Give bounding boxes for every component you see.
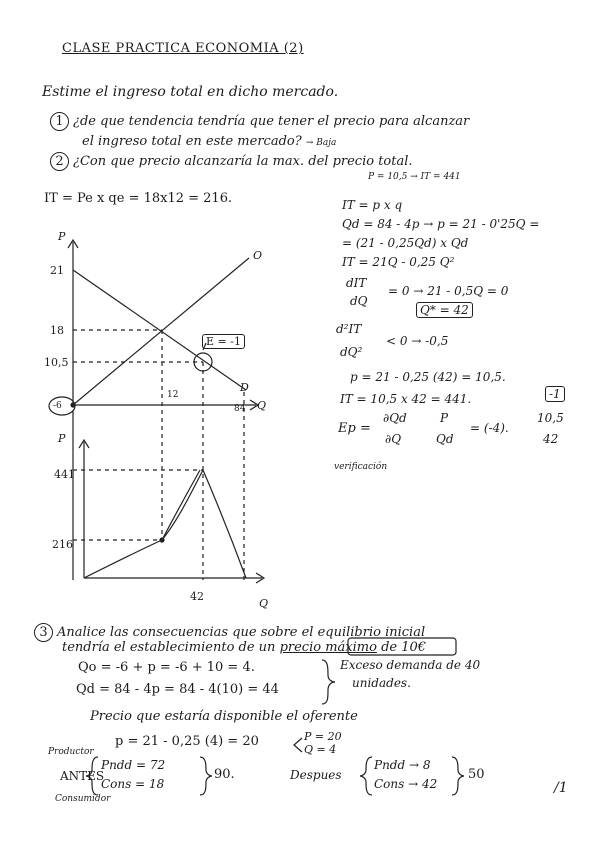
- qstar-box: Q* = 42: [416, 302, 473, 318]
- revenue-curve-overlay: [162, 470, 200, 540]
- origin-label: -6: [53, 401, 62, 411]
- deriv2-den: dQ²: [340, 345, 363, 359]
- it-formula: IT = Pe x qe = 18x12 = 216.: [44, 191, 233, 206]
- deriv1-den: dQ: [350, 294, 368, 308]
- y-label-18: 18: [50, 324, 64, 337]
- qo-equation: Qo = -6 + p = -6 + 10 = 4.: [78, 660, 255, 675]
- demand-label: D: [240, 381, 249, 394]
- ep-rest: = (-4).: [470, 421, 509, 435]
- intro-text: Estime el ingreso total en dicho mercado.: [42, 84, 339, 100]
- verification-note: verificación: [334, 462, 388, 472]
- bottom-q-axis-label: Q: [259, 597, 269, 610]
- page-title: CLASE PRACTICA ECONOMIA (2): [62, 41, 304, 56]
- excess-line-2: unidades.: [352, 676, 411, 690]
- calc-line-3: = (21 - 0,25Qd) x Qd: [342, 236, 469, 250]
- calc-line-1: IT = p x q: [342, 198, 403, 212]
- question-3-text-3: de 10€: [381, 640, 427, 655]
- total-before: 90.: [214, 767, 235, 782]
- ep-result-box: -1: [545, 386, 565, 402]
- qd-equation: Qd = 84 - 4p = 84 - 4(10) = 44: [76, 682, 279, 697]
- ep-num3: 10,5: [537, 411, 564, 425]
- question-2-number: 2: [50, 152, 69, 171]
- question-3-number: 3: [34, 623, 53, 642]
- deriv1-rest: = 0 → 21 - 0,5Q = 0: [388, 284, 509, 298]
- excess-line-1: Exceso demanda de 40: [340, 658, 481, 672]
- page-number: /1: [554, 780, 568, 796]
- precio-line: Precio que estaría disponible el oferente: [90, 709, 358, 724]
- brace-antes-right: [200, 757, 212, 795]
- despues-label: Despues: [290, 768, 342, 782]
- supply-label: O: [253, 249, 263, 262]
- bracket-pq: [294, 738, 302, 752]
- deriv2-num: d²IT: [336, 322, 362, 336]
- pndd-after: Pndd → 8: [374, 758, 431, 772]
- pndd-before: Pndd = 72: [101, 758, 166, 772]
- revenue-curve: [84, 470, 246, 578]
- deriv1-num: dIT: [346, 276, 367, 290]
- bottom-p-axis-label: P: [58, 432, 66, 445]
- question-3-text: Analice las consecuencias que sobre el equilibrio inicial: [57, 625, 426, 640]
- antes-label: ANTES: [60, 769, 105, 783]
- question-1-text: ¿de que tendencia tendría que tener el precio para alcanzar: [73, 114, 470, 129]
- productor-label: Productor: [48, 747, 94, 757]
- question-3-text-2: tendría el establecimiento de un: [62, 640, 276, 655]
- precio-equation: p = 21 - 0,25 (4) = 20: [115, 734, 259, 749]
- top-q-axis-label: Q: [257, 399, 267, 412]
- ep-num2: P: [440, 411, 449, 425]
- brace-despues: [360, 757, 372, 795]
- revenue-point: [160, 538, 164, 542]
- question-2-note: P = 10,5 → IT = 441: [368, 172, 461, 182]
- deriv2-rest: < 0 → -0,5: [386, 334, 449, 348]
- ep-den3: 42: [543, 432, 559, 446]
- ep-den1: ∂Q: [385, 432, 402, 446]
- precio-maximo-text: precio máximo: [279, 640, 377, 655]
- y-label-441: 441: [54, 468, 75, 481]
- y-label-21: 21: [50, 264, 64, 277]
- calc-line-5: p = 21 - 0,25 (42) = 10,5.: [350, 370, 506, 384]
- y-label-216: 216: [52, 538, 73, 551]
- y-label-10-5: 10,5: [44, 356, 69, 369]
- calc-line-4: IT = 21Q - 0,25 Q²: [342, 255, 455, 269]
- p-eq-20: P = 20: [304, 730, 342, 743]
- ep-lhs: Ep =: [338, 421, 371, 436]
- question-2-text: ¿Con que precio alcanzaría la max. del precio total.: [73, 154, 413, 169]
- q-eq-4: Q = 4: [304, 743, 337, 756]
- elasticity-box: E = -1: [202, 334, 245, 349]
- total-after: 50: [468, 767, 485, 782]
- consumidor-label: Consumidor: [55, 794, 111, 804]
- question-3-line2: [62, 640, 426, 655]
- brace-excess: [322, 660, 335, 704]
- cons-before: Cons = 18: [101, 777, 165, 791]
- top-p-axis-label: P: [58, 230, 66, 243]
- question-1-number: 1: [50, 112, 69, 131]
- calc-line-6: IT = 10,5 x 42 = 441.: [340, 392, 472, 406]
- x-label-12: 12: [167, 390, 179, 400]
- x-label-84: 84: [234, 404, 246, 414]
- cons-after: Cons → 42: [374, 777, 438, 791]
- ep-den2: Qd: [436, 432, 454, 446]
- question-1-answer: → Baja: [305, 138, 337, 148]
- x-label-42: 42: [190, 590, 204, 603]
- question-1-text-2: el ingreso total en este mercado?: [82, 134, 302, 149]
- brace-despues-right: [452, 757, 464, 795]
- ep-num1: ∂Qd: [383, 411, 407, 425]
- calc-line-2: Qd = 84 - 4p → p = 21 - 0'25Q =: [342, 217, 540, 231]
